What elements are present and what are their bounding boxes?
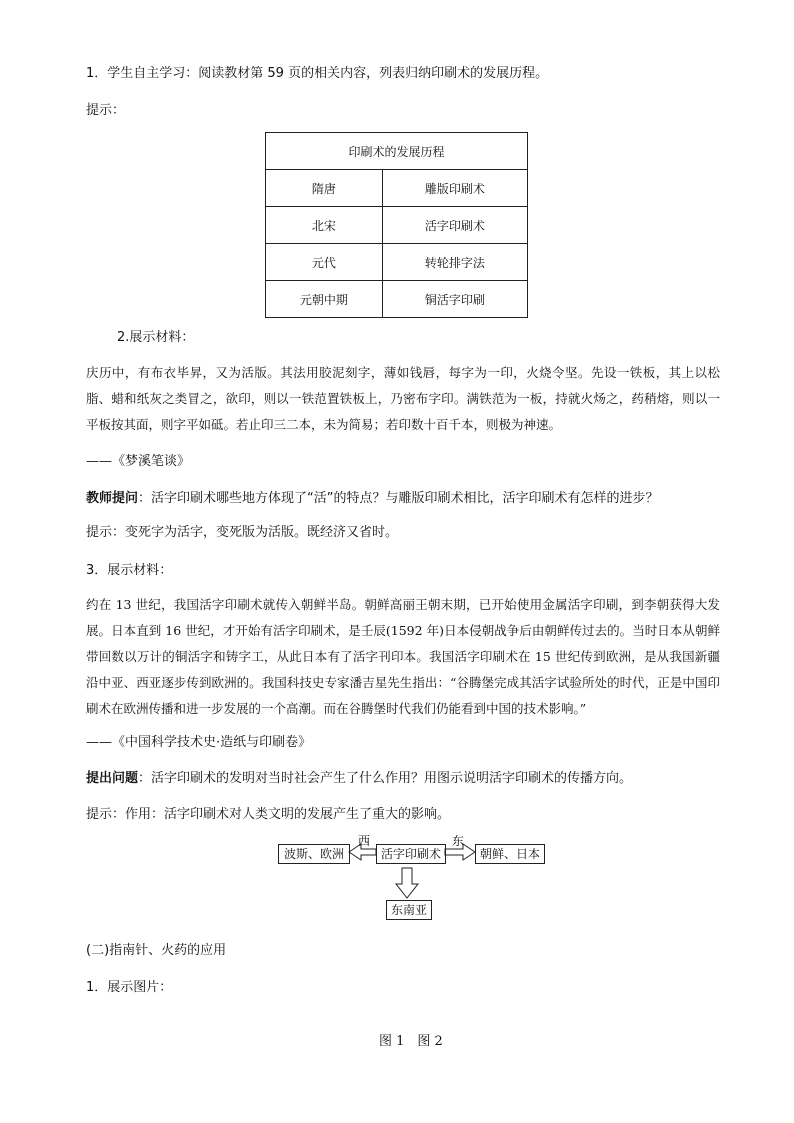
hint-label: 提示：	[86, 103, 126, 118]
section3-material: 约在 13 世纪，我国活字印刷术就传入朝鲜半岛。朝鲜高丽王朝末期，已开始使用金属活字印刷，到李朝获得大发展。日本直到 16 世纪，才开始有活字印刷术，是壬辰(1592 年)日本侵朝战争后由朝鲜传过去的。当时日本从朝鲜带回数以万计的铜活字和铸字工，从此日本有了活字刊印本。我国活字印刷术在 15 世纪传到欧洲，是从我国新疆沿中亚、西亚逐步传到欧洲的。我国科技史专家潘吉星先生指出：“谷腾堡完成其活字试验所处的时代，正是中国印刷术在欧洲传播和进一步发展的一个高潮。而在谷腾堡时代我们仍能看到中国的技术影响。”	[86, 597, 720, 716]
teacher-question-label: 教师提问	[86, 491, 139, 506]
table-cell-era: 元代	[266, 244, 383, 281]
raise-question-text: ：活字印刷术的发明对当时社会产生了什么作用？用图示说明活字印刷术的传播方向。	[138, 771, 633, 786]
table-title: 印刷术的发展历程	[266, 133, 528, 170]
section2-source: ——《梦溪笔谈》	[86, 454, 191, 469]
table-cell-era: 北宋	[266, 207, 383, 244]
section1-heading: 1．学生自主学习：阅读教材第 59 页的相关内容，列表归纳印刷术的发展历程。	[86, 66, 549, 81]
teacher-question-text: ：活字印刷术哪些地方体现了“活”的特点？与雕版印刷术相比，活字印刷术有怎样的进步？	[138, 491, 659, 506]
table-cell-tech: 雕版印刷术	[382, 170, 527, 207]
section2-hint: 提示：变死字为活字，变死版为活版。既经济又省时。	[86, 525, 399, 540]
section2-material: 庆历中，有布衣毕昇，又为活版。其法用胶泥刻字，薄如钱唇，每字为一印，火烧令坚。先设一铁板，其上以松脂、蜡和纸灰之类冒之，欲印，则以一铁范置铁板上，乃密布字印。满铁范为一板，持就火炀之，药稍熔，则以一平板按其面，则字平如砥。若止印三二本，未为简易；若印数十百千本，则极为神速。	[86, 365, 720, 432]
diagram-right-box: 朝鲜、日本	[475, 844, 545, 864]
spread-diagram	[270, 836, 560, 926]
south-arrow-icon	[396, 868, 418, 898]
table-row	[266, 281, 528, 318]
diagram-left-box: 波斯、欧洲	[278, 844, 350, 864]
table-row	[266, 244, 528, 281]
raise-question-label: 提出问题	[86, 771, 139, 786]
table-cell-tech: 转轮排字法	[382, 244, 527, 281]
west-label: 西	[358, 834, 371, 848]
section3-source: ——《中国科学技术史·造纸与印刷卷》	[86, 735, 312, 750]
section4-heading: (二)指南针、火药的应用	[86, 943, 227, 958]
teacher-question	[86, 487, 659, 506]
figure-captions: 图 1 图 2	[379, 1034, 443, 1049]
table-row	[266, 170, 528, 207]
diagram-bottom-box: 东南亚	[386, 900, 432, 920]
raise-question	[86, 767, 632, 786]
table-row	[266, 207, 528, 244]
section2-heading: 2.展示材料：	[117, 330, 195, 345]
table-cell-era: 元朝中期	[266, 281, 383, 318]
printing-history-table	[265, 132, 528, 318]
diagram-center-box: 活字印刷术	[376, 844, 446, 864]
east-label: 东	[452, 834, 465, 848]
section3-hint: 提示：作用：活字印刷术对人类文明的发展产生了重大的影响。	[86, 807, 451, 822]
table-cell-tech: 铜活字印刷	[382, 281, 527, 318]
section3-heading: 3．展示材料：	[86, 563, 173, 578]
section4-subheading: 1．展示图片：	[86, 980, 173, 995]
table-cell-era: 隋唐	[266, 170, 383, 207]
table-cell-tech: 活字印刷术	[382, 207, 527, 244]
